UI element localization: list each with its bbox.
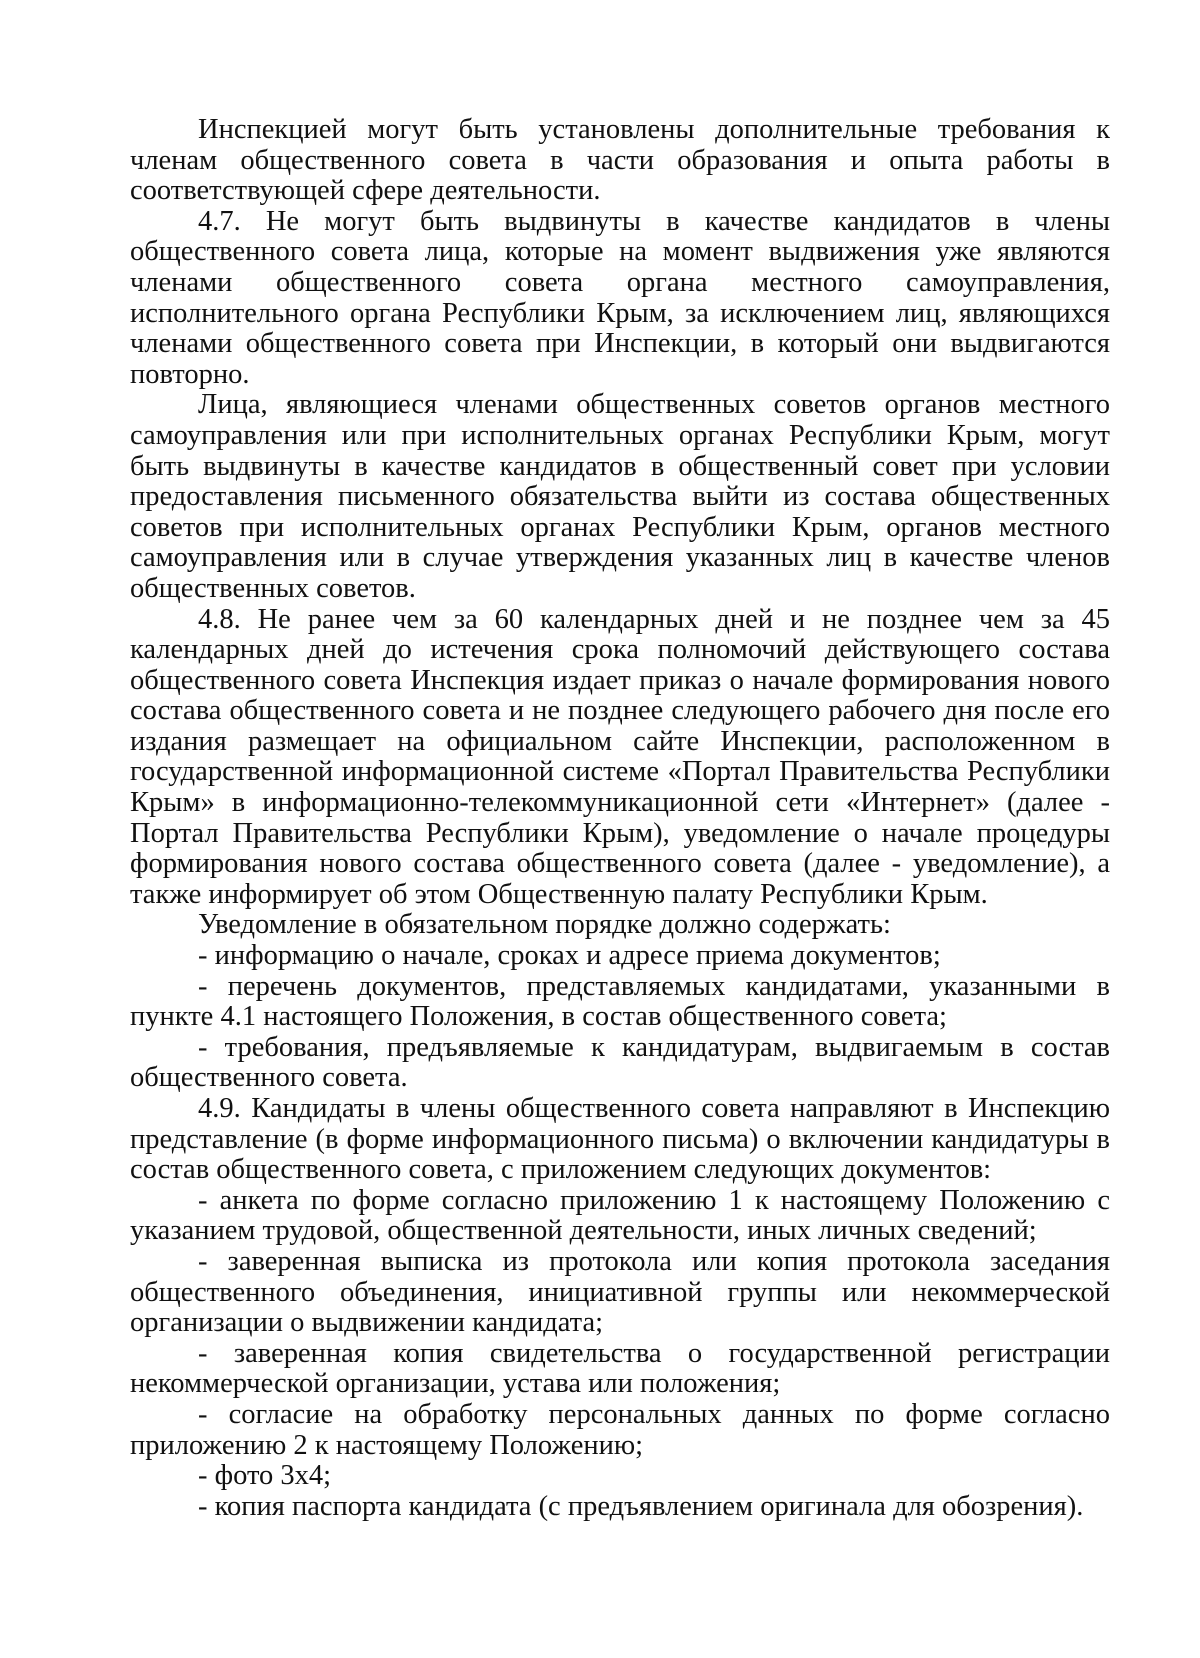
paragraph-4-7: 4.7. Не могут быть выдвинуты в качестве кандидатов в члены общественного совета лица, которые на момент выдвижения уже являются членами общественного совета органа местного самоуправления, исполнительного органа Республики Крым, за исключением лиц, являющихся членами общественного совета при Инспекции, в который они выдвигаются повторно. <box>130 205 1110 390</box>
paragraph-members-of-other-councils: Лица, являющиеся членами общественных советов органов местного самоуправления или при исполнительных органах Республики Крым, могут быть выдвинуты в качестве кандидатов в общественный совет при условии предоставления письменного обязательства выйти из состава общественных советов при исполнительных органах Республики Крым, органов местного самоуправления или в случае утверждения указанных лиц в качестве членов общественных советов. <box>130 389 1110 604</box>
list-item-document-list: - перечень документов, представляемых кандидатами, указанными в пункте 4.1 настоящего Положения, в состав общественного совета; <box>130 970 1110 1033</box>
list-item-candidate-requirements: - требования, предъявляемые к кандидатурам, выдвигаемым в состав общественного совета. <box>130 1031 1110 1094</box>
paragraph-4-9: 4.9. Кандидаты в члены общественного совета направляют в Инспекцию представление (в форме информационного письма) о включении кандидатуры в состав общественного совета, с приложением следующих документов: <box>130 1093 1110 1186</box>
list-item-photo: - фото 3х4; <box>198 1460 332 1492</box>
list-item-questionnaire: - анкета по форме согласно приложению 1 к настоящему Положению с указанием трудовой, общественной деятельности, иных личных сведений; <box>130 1184 1110 1247</box>
paragraph-additional-requirements: Инспекцией могут быть установлены дополнительные требования к членам общественного совета в части образования и опыта работы в соответствующей сфере деятельности. <box>130 114 1110 207</box>
list-item-personal-data-consent: - согласие на обработку персональных данных по форме согласно приложению 2 к настоящему Положению; <box>130 1398 1110 1461</box>
list-item-registration-certificate: - заверенная копия свидетельства о государственной регистрации некоммерческой организации, устава или положения; <box>130 1337 1110 1400</box>
document-body <box>130 115 1110 1522</box>
paragraph-4-8: 4.8. Не ранее чем за 60 календарных дней и не позднее чем за 45 календарных дней до истечения срока полномочий действующего состава общественного совета Инспекция издает приказ о начале формирования нового состава общественного совета и не позднее следующего рабочего дня после его издания размещает на официальном сайте Инспекции, расположенном в государственной информационной системе «Портал Правительства Республики Крым» в информационно-телекоммуникационной сети «Интернет» (далее - Портал Правительства Республики Крым), уведомление о начале процедуры формирования нового состава общественного совета (далее - уведомление), а также информирует об этом Общественную палату Республики Крым. <box>130 603 1110 910</box>
list-item-reception-info: - информацию о начале, сроках и адресе приема документов; <box>198 940 941 972</box>
list-item-protocol-extract: - заверенная выписка из протокола или копия протокола заседания общественного объединения, инициативной группы или некоммерческой организации о выдвижении кандидата; <box>130 1245 1110 1339</box>
paragraph-notice-contents: Уведомление в обязательном порядке должно содержать: <box>198 909 891 941</box>
list-item-passport-copy: - копия паспорта кандидата (с предъявлением оригинала для обозрения). <box>198 1490 1084 1522</box>
